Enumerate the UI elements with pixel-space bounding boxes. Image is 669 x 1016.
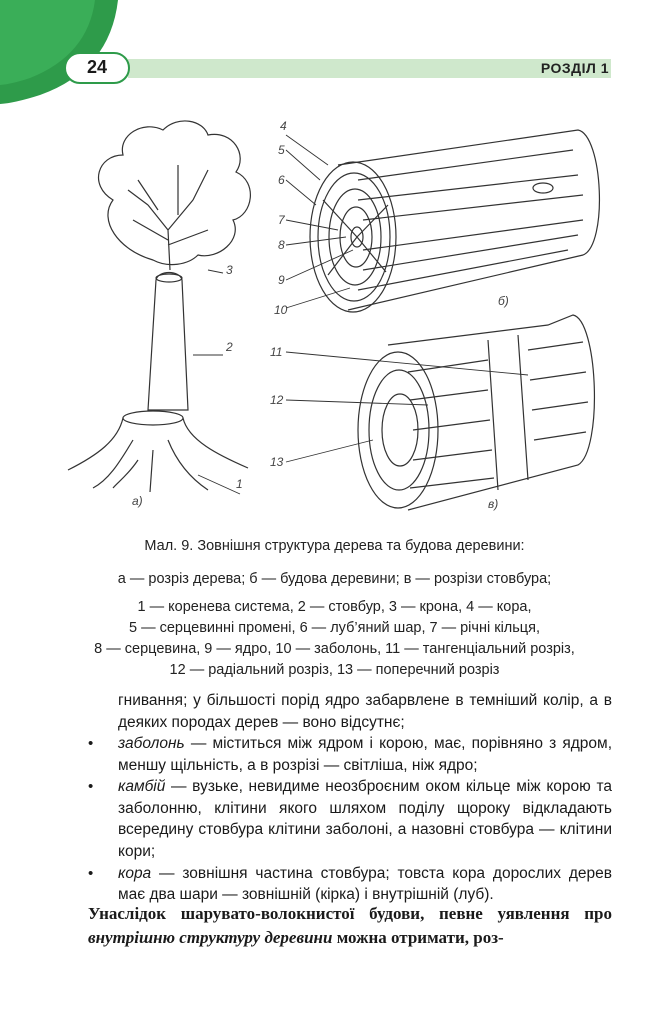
legend-line: 8 — серцевина, 9 — ядро, 10 — заболонь, 11 — тангенціальний розріз, xyxy=(94,641,575,657)
figure-caption-legend xyxy=(0,597,669,681)
label-a: а) xyxy=(132,494,143,508)
label-b: б) xyxy=(498,294,509,308)
label-v: в) xyxy=(488,497,499,511)
page-number: 24 xyxy=(64,52,130,84)
tree-structure-illustration xyxy=(58,110,618,530)
list-item xyxy=(88,776,612,862)
label-2: 2 xyxy=(226,340,233,354)
body-paragraph xyxy=(88,902,612,950)
term: заболонь xyxy=(118,735,185,752)
label-4: 4 xyxy=(280,119,287,133)
label-9: 9 xyxy=(278,273,285,287)
label-7: 7 xyxy=(278,213,285,227)
list-item xyxy=(88,863,612,906)
paragraph-start: Унаслідок шарувато-волокнистої будови, певне уявлення про xyxy=(88,904,612,923)
legend-line: 5 — серцевинні промені, 6 — луб’яний шар, 7 — річні кільця, xyxy=(129,620,540,636)
label-3: 3 xyxy=(226,263,233,277)
tree-crown xyxy=(99,121,251,270)
definition: — міститься між ядром і корою, має, порівняно з ядром, меншу щільність, а в розрізі — світліша, ніж ядро; xyxy=(118,735,612,774)
label-8: 8 xyxy=(278,238,285,252)
label-11: 11 xyxy=(270,345,283,359)
label-6: 6 xyxy=(278,173,285,187)
log-cross-section xyxy=(310,130,599,312)
tree-trunk xyxy=(148,273,188,411)
paragraph-end: можна отримати, роз- xyxy=(332,928,504,947)
bullet-icon: • xyxy=(88,864,94,882)
header-bar xyxy=(128,59,611,78)
continuation-text: гнивання; у більшості порід ядро забарвлене в темніший колір, а в деяких породах дерев — воно відсутнє; xyxy=(118,692,612,731)
section-label: РОЗДІЛ 1 xyxy=(540,60,609,76)
definition: — вузьке, невидиме неозброєним оком кільце між корою та заболонню, клітини якого шляхом поділу щороку відкладають всередину стовбура клітини заболоні, а назовні стовбура — клітини кори; xyxy=(118,778,612,860)
label-12: 12 xyxy=(270,393,284,407)
label-5: 5 xyxy=(278,143,285,157)
paragraph-emphasis: внутрішню структуру деревини xyxy=(88,928,333,947)
legend-line: 1 — коренева система, 2 — стовбур, 3 — крона, 4 — кора, xyxy=(137,599,532,615)
figure-caption-subtitle: а — розріз дерева; б — будова деревини; в — розрізи стовбура; xyxy=(117,571,552,587)
figure-caption-title: Мал. 9. Зовнішня структура дерева та будова деревини: xyxy=(144,538,525,554)
term: камбій xyxy=(118,778,166,796)
bullet-icon: • xyxy=(88,778,94,796)
log-cuts xyxy=(358,315,594,510)
figure-leader-lines xyxy=(193,135,528,494)
bullet-icon: • xyxy=(88,735,94,752)
label-13: 13 xyxy=(270,455,284,469)
legend-line: 12 — радіальний розріз, 13 — поперечний розріз xyxy=(169,662,500,678)
bullet-list xyxy=(88,733,612,906)
list-item xyxy=(88,733,612,776)
continuation-paragraph xyxy=(118,690,612,733)
tree-roots xyxy=(68,411,248,492)
label-10: 10 xyxy=(274,303,288,317)
term: кора xyxy=(118,864,152,882)
definition: — зовнішня частина стовбура; товста кора дорослих дерев має два шари — зовнішній (кірка) і внутрішній (луб). xyxy=(118,864,612,904)
label-1: 1 xyxy=(236,477,243,491)
